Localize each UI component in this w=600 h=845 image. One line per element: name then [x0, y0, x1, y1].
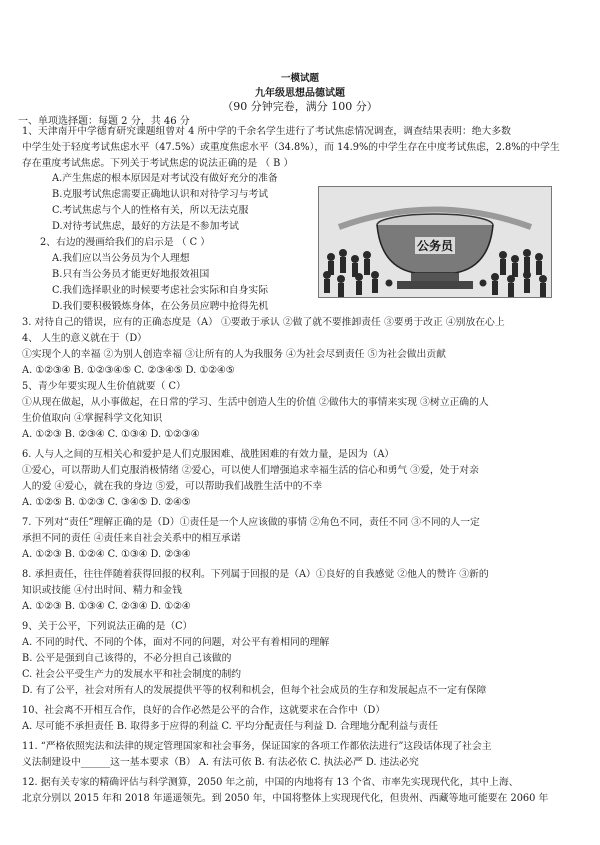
q10-stem: 10、社会离不开相互合作，良好的合作必然是公平的合作，这就要求在合作中（D） — [22, 705, 386, 716]
q9-option-d: D. 有了公平，社会对所有人的发展提供平等的权利和机会，但每个社会成员的生存和发展起点不一定有保障 — [22, 685, 487, 696]
q2-option-d: D.我们要积极锻炼身体，在公务员应聘中抢得先机 — [52, 301, 269, 312]
q1-option-d: D.对待考试焦虑，最好的方法是不参加考试 — [52, 221, 239, 232]
q5-choices: A. ①②③ B. ②③④ C. ①③④ D. ①②③④ — [22, 429, 200, 440]
q7-stem-line1: 7. 下列对“责任”理解正确的是（D）①责任是一个人应该做的事情 ②角色不同，责任不同 ③不同的人一定 — [22, 517, 480, 528]
q3-line: 3. 对待自己的错误，应有的正确态度是（A） ①要敢于承认 ②做了就不要推卸责任 ③要勇于改正 ④别放在心上 — [22, 317, 505, 328]
q2-option-c: C.我们选择职业的时候要考虑社会实际和自身实际 — [52, 285, 268, 296]
q1-stem-line3: 存在重度考试焦虑。下列关于考试焦虑的说法正确的是 （ B ） — [22, 158, 294, 169]
section-heading: 一、单项选择题：每题 2 分，共 46 分 — [18, 116, 190, 127]
q6-choices: A. ①②⑤ B. ①②③ C. ③④⑤ D. ②④⑤ — [22, 497, 191, 508]
q7-stem-line2: 承担不同的责任 ④责任来自社会关系中的相互承诺 — [22, 533, 241, 544]
q11-stem-line2: 义法制建设中______这一基本要求（B） A. 有法可依 B. 有法必依 C. 执法必严 D. 违法必究 — [22, 757, 419, 768]
q9-stem: 9、关于公平，下列说法正确的是（C） — [22, 621, 193, 632]
cartoon-label: 公务员 — [417, 239, 454, 253]
q4-stem: 4、 人生的意义就在于（D） — [22, 333, 147, 344]
q5-stem: 5、青少年要实现人生价值就要（ C） — [22, 381, 186, 392]
q6-items-line1: ①爱心，可以帮助人们克服消极情绪 ②爱心，可以使人们增强追求幸福生活的信心和勇气 ③爱，处于对亲 — [22, 465, 479, 476]
q8-choices: A. ①②③ B. ①③④ C. ②③④ D. ①②④ — [22, 601, 191, 612]
q1-option-b: B.克服考试焦虑需要正确地认识和对待学习与考试 — [52, 189, 269, 200]
q12-stem-line1: 12. 据有关专家的精确评估与科学测算，2050 年之前，中国的内地将有 13 个省、市率先实现现代化，其中上海、 — [22, 777, 519, 788]
q7-choices: A. ①②③ B. ①②④ C. ①③④ D. ②③④ — [22, 549, 191, 560]
q9-option-b: B. 公平是强到自己该得的，不必分担自己该做的 — [22, 653, 232, 664]
q2-option-b: B.只有当公务员才能更好地报效祖国 — [52, 269, 210, 280]
exam-subject-title: 九年级思想品德试题 — [255, 88, 345, 99]
q8-stem-line1: 8. 承担责任，往往伴随着获得回报的权利。下列属于回报的是（A）①良好的自我感觉 ②他人的赞许 ③新的 — [22, 569, 489, 580]
exam-header-title: 一模试题 — [280, 73, 319, 84]
q6-stem: 6. 人与人之间的互相关心和爱护是人们克服困难、战胜困难的有效力量，是因为（A） — [22, 449, 395, 460]
q12-stem-line2: 北京分别以 2015 年和 2018 年遥遥领先。到 2050 年，中国将整体上实现现代化，但贵州、西藏等地可能要在 2060 年 — [22, 793, 549, 804]
q6-items-line2: 人的爱 ④爱心，就在我的身边 ⑤爱，可以帮助我们战胜生活中的不幸 — [22, 481, 323, 492]
q8-stem-line2: 知识或技能 ④付出时间、精力和金钱 — [22, 585, 182, 596]
q2-stem: 2、右边的漫画给我们的启示是 （ C ） — [40, 237, 211, 248]
q1-option-c: C.考试焦虑与个人的性格有关，所以无法克服 — [52, 205, 249, 216]
q9-option-c: C. 社会公平受生产力的发展水平和社会制度的制约 — [22, 669, 242, 680]
q5-items-line1: ①从现在做起，从小事做起，在日常的学习、生活中创造人生的价值 ②做伟大的事情来实现 ③树立正确的人 — [22, 397, 489, 408]
q2-option-a: A.我们应以当公务员为个人理想 — [52, 253, 190, 264]
q1-stem-line2: 中学生处于轻度考试焦虑水平（47.5%）或重度焦虑水平（34.8%），而 14.9%的中学生存在中度考试焦虑，2.8%的中学生 — [22, 142, 560, 153]
q1-stem-line1: 1、天津南开中学德育研究课题组曾对 4 所中学的千余名学生进行了考试焦虑情况调查，调查结果表明：绝大多数 — [22, 126, 511, 137]
civil-servant-cartoon — [318, 186, 552, 298]
q4-items: ①实现个人的幸福 ②为别人创造幸福 ③让所有的人为我服务 ④为社会尽到责任 ⑤为社会做出贡献 — [22, 349, 446, 360]
q11-stem-line1: 11. “严格依照宪法和法律的规定管理国家和社会事务，保证国家的各项工作都依法进行”这段话体现了社会主 — [22, 741, 492, 752]
q5-items-line2: 生价值取向 ④掌握科学文化知识 — [22, 413, 163, 424]
q4-choices: A. ①②③④ B. ①②③④⑤ C. ②③④⑤ D. ①②④⑤ — [22, 365, 235, 376]
q1-option-a: A.产生焦虑的根本原因是对考试没有做好充分的准备 — [52, 173, 278, 184]
exam-time-score-note: （90 分钟完卷，满分 100 分） — [222, 100, 378, 113]
q10-choices: A. 尽可能不承担责任 B. 取得多于应得的利益 C. 平均分配责任与利益 D. 合理地分配利益与责任 — [22, 721, 438, 732]
q9-option-a: A. 不同的时代、不同的个体，面对不同的问题，对公平有着相同的理解 — [22, 637, 330, 648]
